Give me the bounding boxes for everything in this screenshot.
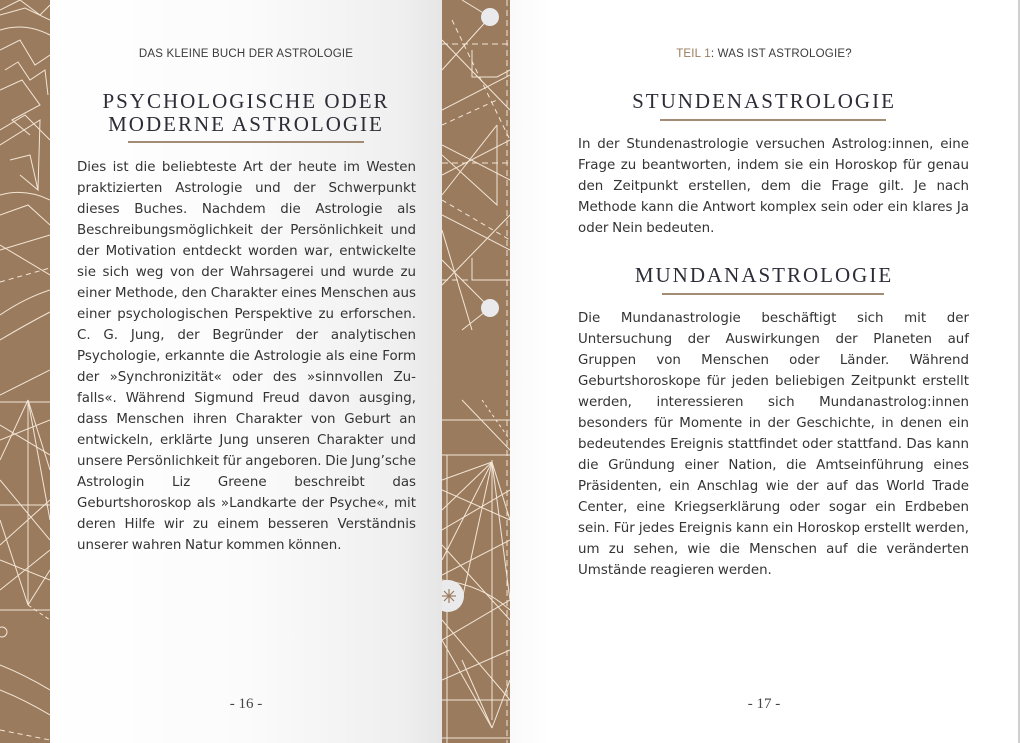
body-paragraph-stundenastrologie: In der Stundenastrologie versuchen Astrolog:innen, eine Frage zu beantworten, indem sie ein Horoskop für genau den Zeitpunkt erstellen, dem die Frage gilt. Je nach Methode kann die Antwort komplex sein oder ein klares Ja oder Nein bedeuten. xyxy=(578,137,969,236)
section-heading-line2: MODERNE ASTROLOGIE xyxy=(108,112,384,136)
constellation-pattern-icon xyxy=(0,0,50,743)
page-number: - 17 - xyxy=(747,696,781,712)
decorative-astrology-strip-left xyxy=(0,0,50,743)
running-head-part-label: TEIL 1 xyxy=(676,48,711,60)
decorative-astrology-strip-middle xyxy=(442,0,510,743)
heading-underline xyxy=(662,293,884,295)
section-heading-mundanastrologie: MUNDANASTROLOGIE xyxy=(634,263,894,287)
constellation-pattern-icon xyxy=(442,0,510,743)
circle-node-icon xyxy=(481,8,499,26)
page-number: - 16 - xyxy=(229,696,263,712)
running-head-book-title: DAS KLEINE BUCH DER ASTROLOGIE xyxy=(138,48,354,60)
circle-node-icon xyxy=(481,299,499,317)
heading-underline xyxy=(660,119,886,121)
running-head-chapter-title: : WAS IST ASTROLOGIE? xyxy=(710,48,852,60)
right-page xyxy=(510,0,1020,743)
heading-underline xyxy=(128,141,364,143)
body-paragraph-mundanastrologie: Die Mundanastrologie beschäftigt sich mit der Untersuchung der Auswirkungen der Planeten auf Gruppen von Menschen oder Länder. Während Geburtshoroskope für jeden beliebigen Zeitpunkt erstellt werden, interessieren sich Mundanastrolog:innen besonders für Momente in der Geschichte, in denen ein bedeutendes Ereignis stattfindet oder stattfand. Das kann die Gründung einer Nation, die Amtseinführung eines Präsidenten, ein Anschlag wie der auf das World Trade Center, eine Kriegserklärung oder sogar ein Erdbeben sein. Für jedes Ereignis kann ein Horoskop erstellt werden, um zu sehen, wie die Menschen auf die veränderten Umstände reagieren werden. xyxy=(578,311,969,578)
section-heading-line1: PSYCHOLOGISCHE ODER xyxy=(102,89,390,113)
running-head-chapter xyxy=(510,48,1018,60)
left-page xyxy=(50,0,442,743)
section-heading-stundenastrologie: STUNDENASTROLOGIE xyxy=(632,89,896,113)
body-paragraph: Dies ist die beliebteste Art der heute im Westen praktizierten Astrologie und der Schwerpunkt dieses Buches. Nachdem die Astrologie als Beschreibungsmöglichkeit der Persönlichkeit und der Motivation entdeckt worden war, entwickelte sie sich weg von der Wahrsagerei und wurde zu einer Methode, den Charakter eines Menschen aus einer psychologischen Perspektive zu erforschen. C. G. Jung, der Begründer der analytischen Psychologie, erkannte die Astrologie als eine Form der »Synchronizität« oder des »sinnvollen Zufalls«. Während Sigmund Freud davon ausging, dass Menschen ihren Charakter von Geburt an entwickeln, erklärte Jung unseren Charakter und unsere Persönlichkeit für angeboren. Die Jung’sche Astrologin Liz Greene beschreibt das Geburtshoroskop als »Landkarte der Psyche«, mit deren Hilfe wir zu einem besseren Verständnis unserer wahren Natur kommen können. xyxy=(77,160,416,553)
